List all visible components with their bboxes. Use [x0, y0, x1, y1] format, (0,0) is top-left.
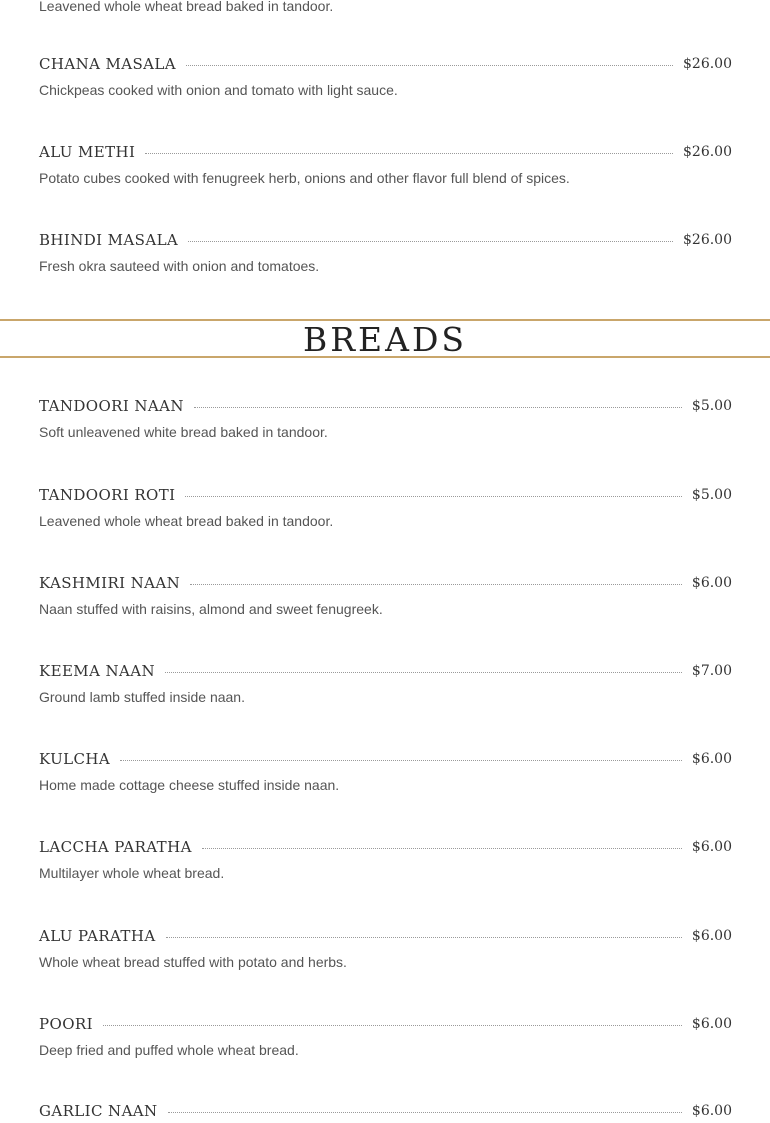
menu-item-row	[39, 747, 732, 771]
dotted-leader	[145, 153, 673, 154]
item-price: $26.00	[683, 56, 732, 72]
menu-item-row	[39, 483, 732, 507]
item-name: CHANA MASALA	[39, 55, 177, 73]
dotted-leader	[194, 407, 682, 408]
dotted-leader	[103, 1025, 682, 1026]
menu-item	[39, 835, 732, 881]
item-name: TANDOORI ROTI	[39, 486, 176, 504]
dotted-leader	[188, 241, 673, 242]
item-name: GARLIC NAAN	[39, 1102, 158, 1120]
item-name: KASHMIRI NAAN	[39, 574, 181, 592]
item-price: $7.00	[691, 663, 732, 679]
item-price: $6.00	[691, 751, 732, 767]
item-description: Leavened whole wheat bread baked in tandoor.	[39, 0, 334, 14]
menu-item	[39, 140, 732, 186]
item-price: $6.00	[691, 839, 732, 855]
item-name: TANDOORI NAAN	[39, 397, 184, 415]
item-name: BHINDI MASALA	[39, 231, 179, 249]
item-description: Fresh okra sauteed with onion and tomatoes.	[39, 258, 320, 274]
item-name: ALU PARATHA	[39, 927, 156, 945]
dotted-leader	[166, 937, 682, 938]
menu-item	[39, 483, 732, 529]
menu-item	[39, 659, 732, 705]
item-price: $5.00	[691, 398, 732, 414]
menu-item	[39, 52, 732, 98]
item-price: $26.00	[683, 232, 732, 248]
dotted-leader	[120, 760, 682, 761]
dotted-leader	[202, 848, 682, 849]
item-name: ALU METHI	[39, 143, 136, 161]
menu-item	[39, 228, 732, 274]
menu-item	[39, 924, 732, 970]
menu-item	[39, 1099, 732, 1123]
item-description: Home made cottage cheese stuffed inside naan.	[39, 777, 340, 793]
menu-item-row	[39, 924, 732, 948]
item-name: LACCHA PARATHA	[39, 838, 192, 856]
menu-item	[39, 1012, 732, 1058]
dotted-leader	[190, 584, 682, 585]
menu-item-row	[39, 1012, 732, 1036]
item-description: Deep fried and puffed whole wheat bread.	[39, 1042, 299, 1058]
item-description: Ground lamb stuffed inside naan.	[39, 689, 245, 705]
item-name: KULCHA	[39, 750, 111, 768]
menu-item-row	[39, 659, 732, 683]
dotted-leader	[165, 672, 682, 673]
menu-item-row	[39, 394, 732, 418]
menu-item	[39, 394, 732, 440]
menu-item-row	[39, 571, 732, 595]
dotted-leader	[185, 496, 681, 497]
item-price: $26.00	[683, 144, 732, 160]
item-description: Multilayer whole wheat bread.	[39, 865, 225, 881]
item-price: $6.00	[691, 1103, 732, 1119]
menu-item-row	[39, 835, 732, 859]
item-description: Leavened whole wheat bread baked in tandoor.	[39, 513, 334, 529]
item-description: Soft unleavened white bread baked in tandoor.	[39, 424, 328, 440]
dotted-leader	[186, 65, 673, 66]
item-description: Chickpeas cooked with onion and tomato with light sauce.	[39, 82, 398, 98]
item-description: Whole wheat bread stuffed with potato and herbs.	[39, 954, 347, 970]
menu-item-row	[39, 1099, 732, 1123]
menu-item-row	[39, 52, 732, 76]
menu-item-row	[39, 140, 732, 164]
item-name: KEEMA NAAN	[39, 662, 155, 680]
item-description: Potato cubes cooked with fenugreek herb, onions and other flavor full blend of spices.	[39, 170, 570, 186]
item-price: $6.00	[691, 1016, 732, 1032]
menu-item-row	[39, 228, 732, 252]
item-name: POORI	[39, 1015, 93, 1033]
menu-item	[39, 747, 732, 793]
item-price: $6.00	[691, 928, 732, 944]
menu-item	[39, 571, 732, 617]
item-price: $6.00	[691, 575, 732, 591]
dotted-leader	[168, 1112, 682, 1113]
section-header	[0, 319, 770, 358]
item-price: $5.00	[691, 487, 732, 503]
section-title: BREADS	[302, 320, 468, 359]
item-description: Naan stuffed with raisins, almond and sweet fenugreek.	[39, 601, 383, 617]
